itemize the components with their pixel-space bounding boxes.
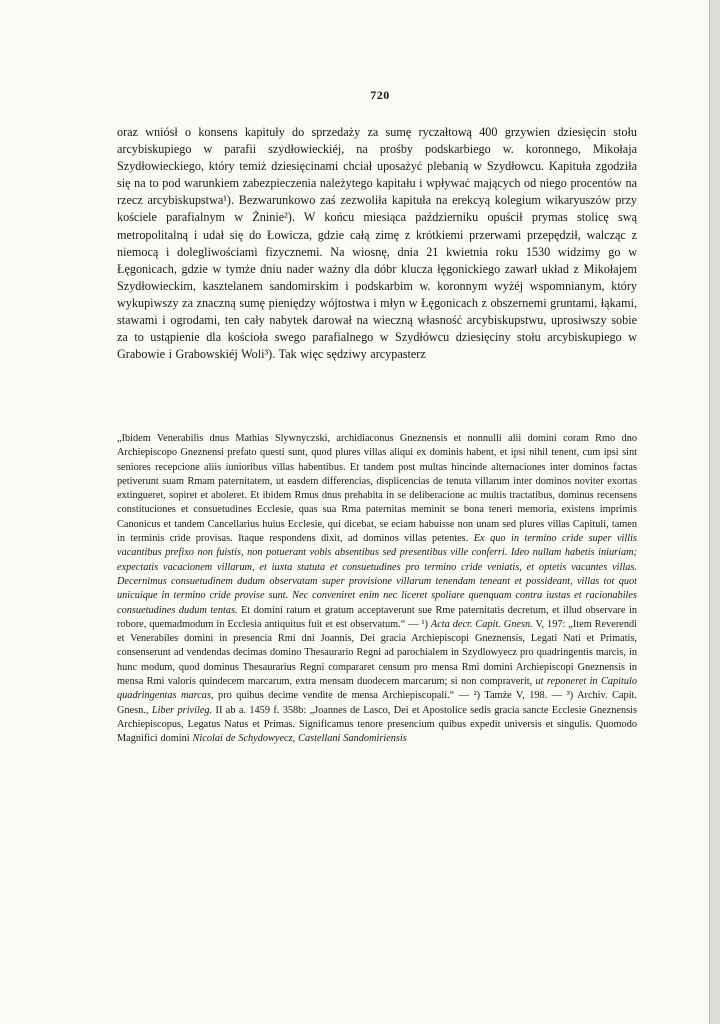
- footnote-2-reference: Acta decr. Capit. Gnesn.: [430, 618, 533, 630]
- footnote-2-text: V, 197: „Item Reverendi et Venerabiles domini in presencia Rmi dni Joannis, Dei gracia Archiepiscopi Gneznensis, Legati Nati et Primatis, consenserunt ad vendendas decimas domino Thesaurario Regni ad parochialem in Szydlowyecz pro quadringentis marcis, in hunc modum, quod dominus Thesaurarius Regni compararet censum pro mensa Rmi domini Archiepiscopi Gneznensis in mensa Rmi valoris quindecem marcarum, extra mensam duodecem marcarum; si non compraverit,: [117, 618, 637, 688]
- page-number: 720: [370, 88, 390, 102]
- page-edge-shadow: [709, 0, 720, 1024]
- footnote-1-tail: Et domini ratum et gratum acceptaverunt sue Rme paternitatis decretum, et illud observare in robore, quemadmodum in Ecclesia antiquitus fuit et est observatum.“ — ¹): [117, 604, 637, 630]
- footnote-3-italic: Nicolai de Schydowyecz, Castellani Sandomiriensis: [192, 733, 407, 745]
- footnote-3-text: II ab a. 1459 f. 358b: „Joannes de Lasco, Dei et Apostolice sedis gracia sancte Ecclesie Gneznensis Archiepiscopus, Legatus Natus et Primas. Significamus tenore presencium quibus expedit universis et singulis. Quomodo Magnifici domini: [117, 704, 637, 745]
- footnote-3-reference: Liber privileg.: [151, 704, 213, 716]
- footnotes-block: [117, 432, 637, 747]
- footnote-2-tail: pro quibus decime vendite de mensa Archiepiscopali.“ — ²) Tamże V, 198. — ³) Archiv. Capit. Gnesn.,: [117, 690, 637, 716]
- footnote-1-italic: Ex quo in termino cride super villis vacantibus prefixo non fuistis, non potuerant vobis absentibus sed presentibus ville conferri. Ideo nullam habetis iniuriam; expectatis vacacionem villarum, et iuxta statuta et consuetudines pro termino cride veniatis, et optetis vacantes villas. Decernimus consuetudinem dudum observatam super provisione villarum tenendam teneant et possideant, villas tot quot unicuique in termino cride provise sunt. Nec conveniret enim nec liceret spoliare quenquam contra iustas et racionabiles consuetudines dudum tentas.: [117, 533, 637, 616]
- main-body-text: oraz wniósł o konsens kapituły do sprzedaży za sumę ryczałtową 400 grzywien dziesięcin stołu arcybiskupiego w parafii szydłowieckiéj, na prośby podskarbiego w. koronnego, Mikołaja Szydłowieckiego, który temiż dziesięcinami chciał uposażyć plebanią w Szydłowcu. Kapituła zgodziła się na to pod warunkiem zabezpieczenia należytego kapitału i wpływać mających od niego procentów na rzecz arcybiskupstwa¹). Bezwarunkowo zaś zezwoliła kapituła na erekcyą kolegium wikaryuszów przy kościele parafialnym w Żninie²). W końcu miesiąca październiku opuścił prymas stolicę swą metropolitalną i udał się do Łowicza, gdzie całą zimę z krótkiemi przerwami przepędził, walcząc z niemocą i dolegliwościami fizycznemi. Na wiosnę, dnia 21 kwietnia roku 1530 widzimy go w Łęgonicach, gdzie w tymże dniu nader ważny dla dóbr klucza łęgonickiego zawarł układ z Mikołajem Szydłowieckim, kasztelanem sandomirskim i podskarbim w. koronnym wyżéj wspomnianym, który wykupiwszy za znaczną sumę pieniędzy wójtostwa i młyn w Łęgonicach z obszernemi gruntami, łąkami, stawami i ogrodami, ten cały nabytek darował na wieczną własność arcybiskupstwu, uprosiwszy sobie za to ustąpienie dla kościoła swego parafialnego w Szydłówcu dziesięciny stołu arcybiskupiego w Grabowie i Grabowskiéj Woli³). Tak więc sędziwy arcypasterz: [117, 125, 637, 362]
- footnote-1-text: „Ibidem Venerabilis dnus Mathias Slywnyczski, archidiaconus Gneznensis et nonnulli alii domini coram Rmo dno Archiepiscopo Gneznensi prefato questi sunt, quod plures villas aliqui ex dominis habent, et ipsi nihil tenent, cum ipsi sint seniores recepcione aliis iunioribus villas habentibus. Et tandem post multas hincinde alternaciones inter dominos factas petiverunt suam Rmam paternitatem, ut easdem differencias, displicencias de tenuta villarum inter dominos noviter exortas extingueret, sopiret et aboleret. Et ibidem Rmus dnus prehabita in se deliberacione ac multis tractatibus, dominus recensens constituciones et consuetudines Ecclesie, quas sua Rma paternitas meminit se bona teneri memoria, existens imprimis Canonicus et tandem Cancellarius huius Ecclesie, qui dicebat, se eciam habuisse non unam sed plures villas Capituli, tamen in terminis cride provisas. Itaque respondens dixit, ad dominos villas petentes.: [117, 433, 637, 545]
- footnote-2-italic: ut reponeret in Capitulo quadringentas marcas,: [117, 676, 637, 702]
